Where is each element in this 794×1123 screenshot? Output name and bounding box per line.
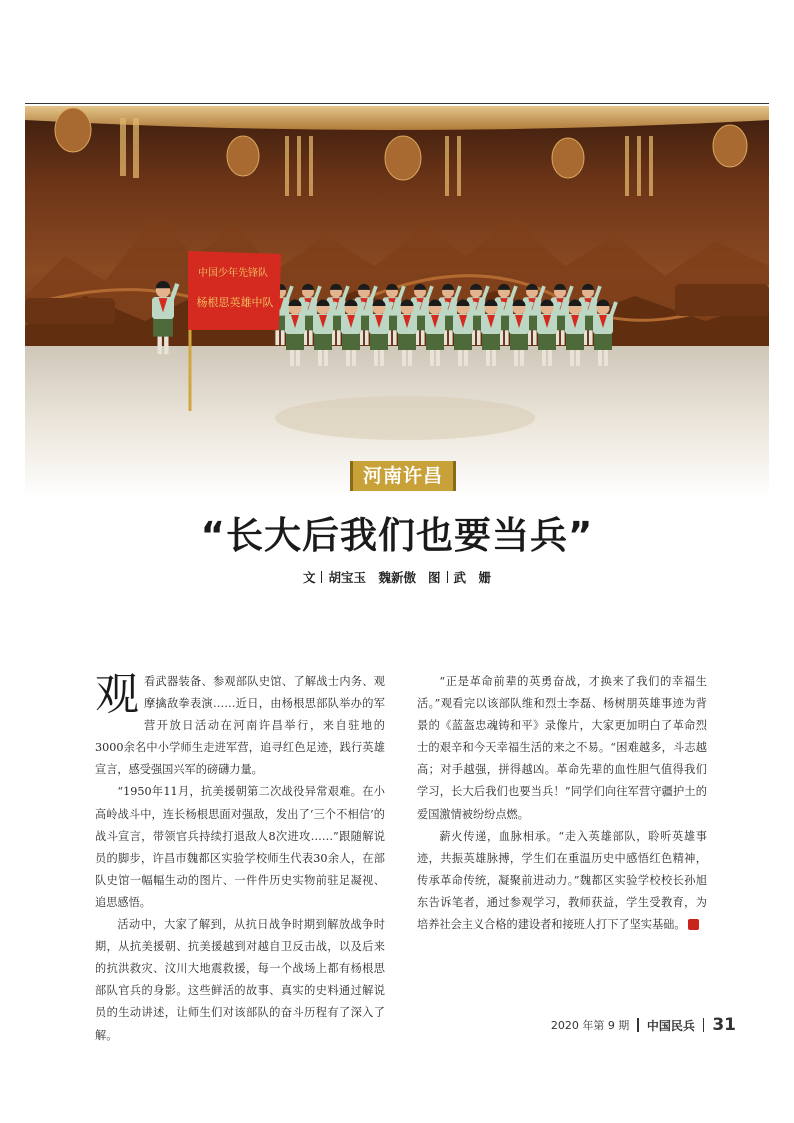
- byline-authors: 胡宝玉 魏新傲: [328, 570, 416, 585]
- article-column-left: [95, 671, 385, 1047]
- byline: [0, 568, 794, 586]
- article-paragraph: “1950年11月，抗美援朝第二次战役异常艰难。在小高岭战斗中，连长杨根思面对强敌，发出了‘三个不相信’的战斗宣言，带领官兵持续打退敌人8次进攻……”跟随解说员的脚步，许昌市魏都区实验学校师生代表30余人，在部队史馆一幅幅生动的图片、一件件历史实物前驻足凝视、追思感悟。: [95, 785, 385, 909]
- dropcap: 观: [95, 669, 139, 720]
- article-paragraph: 观看武器装备、参观部队史馆、了解战士内务、观摩擒敌拳表演……近日，由杨根思部队举办的军营开放日活动在河南许昌举行，来自驻地的3000余名中小学师生走进军营，追寻红色足迹，践行英雄宣言，感受强国兴军的磅礴力量。: [95, 669, 385, 777]
- footer-divider: [703, 1018, 705, 1032]
- floor-emblem: [275, 396, 535, 440]
- issue-number: 2020 年第 9 期: [550, 1019, 630, 1032]
- portrait-relief-1: [55, 108, 91, 152]
- byline-divider: [447, 571, 448, 583]
- relief-tank-left: [25, 298, 115, 324]
- byline-divider: [321, 571, 322, 583]
- page-number: 31: [712, 1015, 736, 1035]
- location-tag: 河南许昌: [350, 461, 456, 491]
- top-rule: [25, 103, 769, 104]
- portrait-relief-5: [713, 125, 747, 167]
- article-paragraph: 薪火传递，血脉相承。“走入英雄部队，聆听英雄事迹，共振英雄脉搏，学生们在重温历史中感悟红色精神，传承革命传统，凝聚前进动力。”魏都区实验学校校长孙旭东告诉笔者，通过参观学习，教师获益，学生受教育，为培养社会主义合格的建设者和接班人打下了坚实基础。 兵: [417, 829, 718, 932]
- headline: “长大后我们也要当兵”: [200, 514, 594, 557]
- magazine-name: 中国民兵: [646, 1018, 695, 1033]
- article-column-right: [417, 671, 718, 936]
- pioneer-banner: [188, 251, 281, 330]
- page-footer: [551, 1015, 736, 1035]
- article-paragraph: 活动中，大家了解到，从抗日战争时期到解放战争时期，从抗美援朝、抗美援越到对越自卫反击战，以及后来的抗洪救灾、汶川大地震救援，每一个战场上都有杨根思部队官兵的身影。这些鲜活的故事、真实的史料通过解说员的生动讲述，让师生们对该部队的奋斗历程有了深入了解。: [95, 918, 385, 1042]
- banner-line1: 中国少年先锋队: [198, 268, 268, 279]
- banner-line2: 杨根思英雄中队: [196, 296, 274, 309]
- calligraphy-col: [120, 118, 126, 176]
- portrait-relief-4: [552, 138, 584, 178]
- byline-text-label: 文: [302, 570, 316, 585]
- byline-photographer: 武 姗: [453, 570, 492, 585]
- article-paragraph: “正是革命前辈的英勇奋战，才换来了我们的幸福生活。”观看完以该部队维和烈士李磊、杨树朋英雄事迹为背景的《蓝盔忠魂铸和平》录像片，大家更加明白了革命烈士的艰辛和今天幸福生活的来之不易。“困难越多，斗志越高；对手越强，拼得越凶。革命先辈的血性胆气值得我们学习，长大后我们也要当兵！”同学们向往军营守疆护土的爱国激情被纷纷点燃。: [417, 675, 707, 821]
- portrait-relief-2: [227, 136, 259, 176]
- hero-illustration: [25, 106, 769, 498]
- relief-tank-right: [675, 284, 769, 316]
- portrait-relief-3: [385, 136, 421, 180]
- footer-divider: [637, 1018, 639, 1032]
- hero-photo: [25, 106, 769, 498]
- byline-photo-label: 图: [428, 570, 441, 585]
- end-mark-icon: 兵: [688, 919, 699, 930]
